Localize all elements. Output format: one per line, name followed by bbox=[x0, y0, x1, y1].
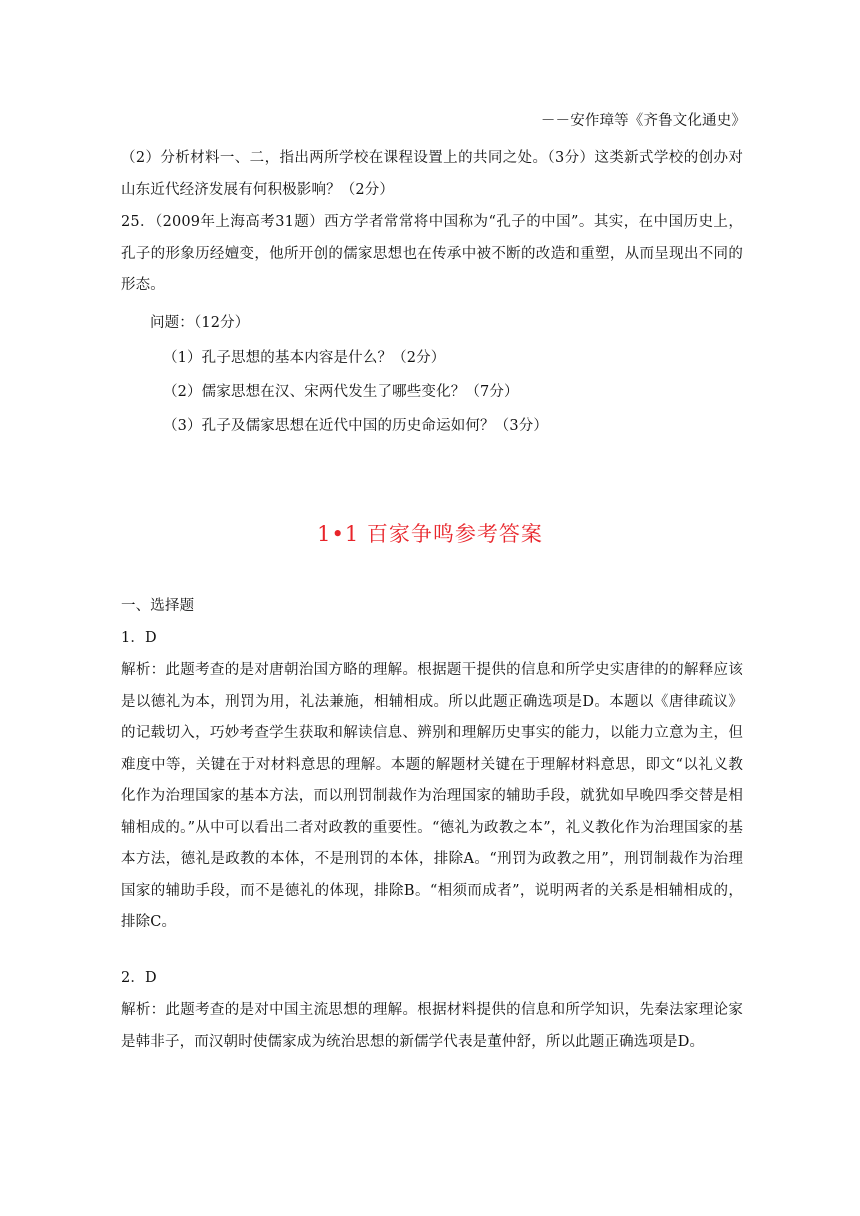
sub-question-1: （1）孔子思想的基本内容是什么？（2分） bbox=[163, 350, 446, 366]
answer-1-number: 1．D bbox=[121, 630, 157, 646]
questions-label: 问题：（12分） bbox=[150, 315, 250, 331]
sub-question-2: （2）儒家思想在汉、宋两代发生了哪些变化？（7分） bbox=[163, 384, 519, 400]
question-25-text: 25．（2009年上海高考31题）西方学者常常将中国称为“孔子的中国”。其实，在中国历史上，孔子的形象历经嬗变，他所开创的儒家思想也在传承中被不断的改造和重塑，从而呈现出不同的形态。 bbox=[121, 214, 743, 293]
question-2-text: （2）分析材料一、二，指出两所学校在课程设置上的共同之处。（3分）这类新式学校的创办对山东近代经济发展有何积极影响？（2分） bbox=[121, 150, 743, 198]
answer-2-number: 2．D bbox=[121, 970, 157, 986]
answer-section-title: 1•1 百家争鸣参考答案 bbox=[317, 522, 543, 546]
answer-2-analysis: 解析：此题考查的是对中国主流思想的理解。根据材料提供的信息和所学知识，先秦法家理论家是韩非子，而汉朝时使儒家成为统治思想的新儒学代表是董仲舒，所以此题正确选项是D。 bbox=[121, 1002, 743, 1050]
answer-1-analysis: 解析：此题考查的是对唐朝治国方略的理解。根据题干提供的信息和所学史实唐律的的解释应该是以德礼为本，刑罚为用，礼法兼施，相辅相成。所以此题正确选项是D。本题以《唐律疏议》的记载切入，巧妙考查学生获取和解读信息、辨别和理解历史事实的能力，以能力立意为主，但难度中等，关键在于对材料意思的理解。本题的解题材关键在于理解材料意思，即文“以礼义教化作为治理国家的基本方法，而以刑罚制裁作为治理国家的辅助手段，就犹如早晚四季交替是相辅相成的。”从中可以看出二者对政教的重要性。“德礼为政教之本”，礼义教化作为治理国家的基本方法，德礼是政教的本体，不是刑罚的本体，排除A。“刑罚为政教之用”，刑罚制裁作为治理国家的辅助手段，而不是德礼的体现，排除B。“相须而成者”，说明两者的关系是相辅相成的，排除C。 bbox=[121, 662, 743, 930]
section-heading: 一、选择题 bbox=[121, 598, 195, 614]
source-citation: －－安作璋等《齐鲁文化通史》 bbox=[540, 113, 746, 129]
sub-question-3: （3）孔子及儒家思想在近代中国的历史命运如何？（3分） bbox=[163, 418, 548, 434]
